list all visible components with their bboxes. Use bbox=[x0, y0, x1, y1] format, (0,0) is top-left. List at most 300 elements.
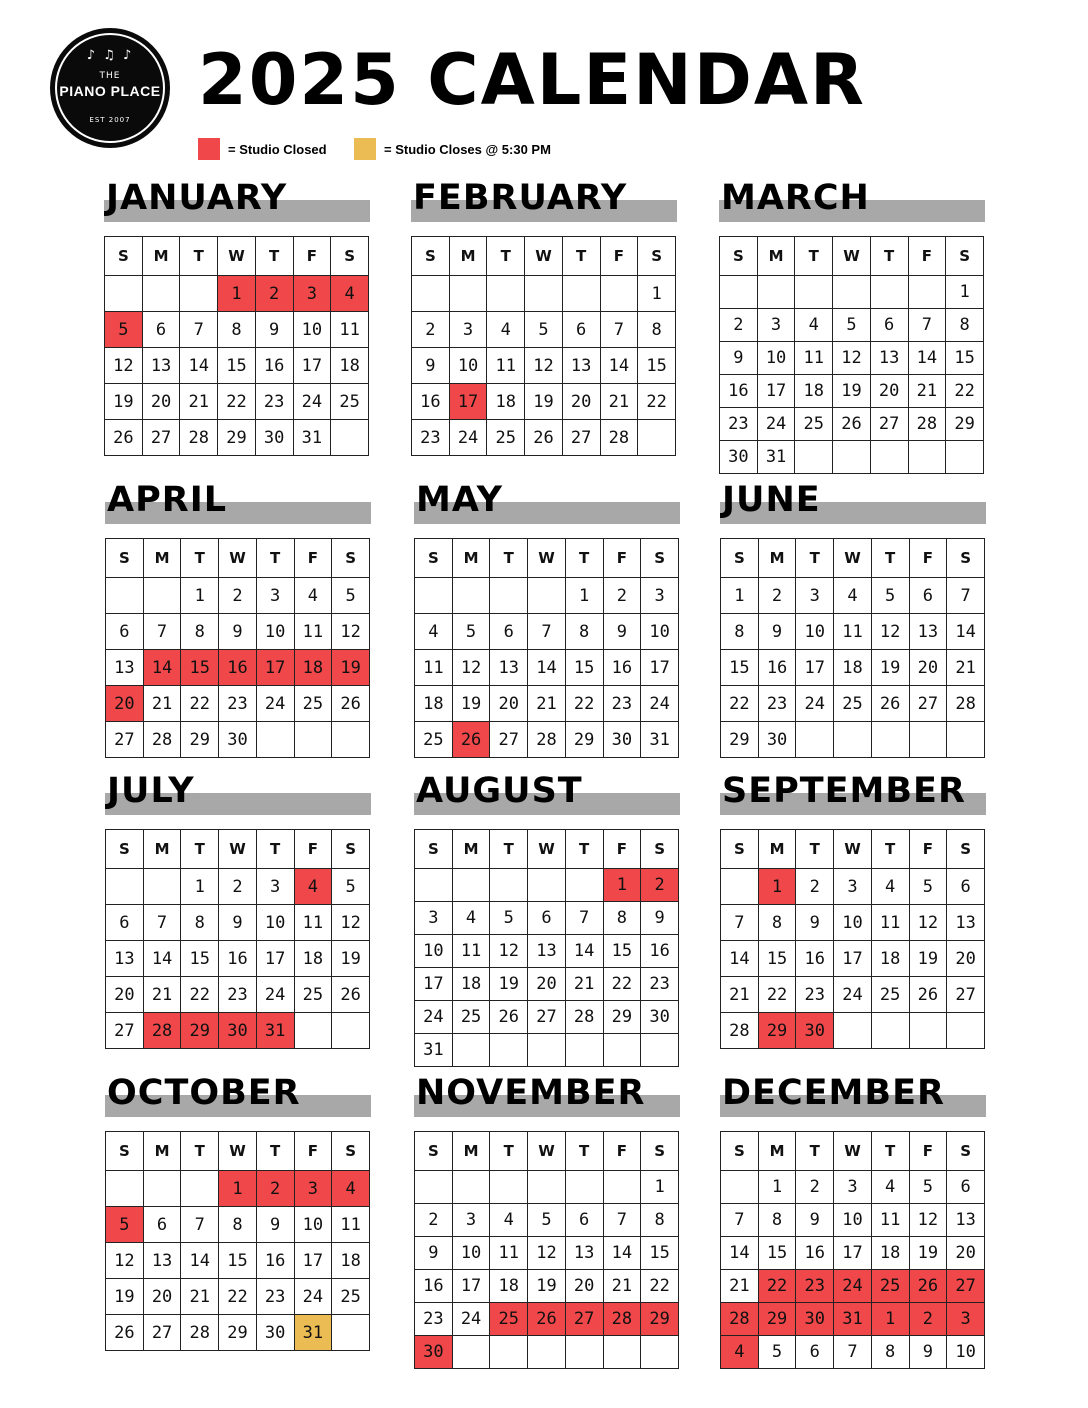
day-cell: 14 bbox=[180, 348, 218, 384]
weekday-header: S bbox=[332, 539, 370, 578]
day-cell: 12 bbox=[909, 905, 947, 941]
day-cell: 20 bbox=[947, 941, 985, 977]
legend-closed-swatch bbox=[198, 138, 220, 160]
day-cell bbox=[294, 722, 332, 758]
day-cell: 7 bbox=[143, 614, 181, 650]
weekday-header-row bbox=[415, 1132, 679, 1171]
month-april bbox=[105, 476, 371, 758]
weekday-header: F bbox=[294, 1132, 332, 1171]
weekday-header-row bbox=[106, 539, 370, 578]
logo-line-name: PIANO PLACE bbox=[59, 83, 161, 99]
day-cell: 28 bbox=[181, 1315, 219, 1351]
month-name: FEBRUARY bbox=[413, 178, 628, 218]
week-row bbox=[721, 977, 985, 1013]
day-cell: 14 bbox=[908, 342, 946, 375]
day-cell: 17 bbox=[293, 348, 331, 384]
week-row bbox=[721, 1013, 985, 1049]
day-cell: 2 bbox=[796, 1171, 834, 1204]
week-row bbox=[105, 276, 369, 312]
weekday-header: T bbox=[181, 1132, 219, 1171]
day-cell: 26 bbox=[871, 686, 909, 722]
weekday-header: S bbox=[415, 539, 453, 578]
day-cell bbox=[562, 276, 600, 312]
weekday-header: F bbox=[603, 830, 641, 869]
day-cell: 18 bbox=[332, 1243, 370, 1279]
week-row bbox=[106, 905, 370, 941]
weekday-header: T bbox=[871, 1132, 909, 1171]
day-cell: 14 bbox=[721, 941, 759, 977]
day-cell: 20 bbox=[143, 1279, 181, 1315]
day-cell: 22 bbox=[758, 1270, 796, 1303]
day-cell: 13 bbox=[947, 905, 985, 941]
day-cell: 23 bbox=[412, 420, 450, 456]
week-row bbox=[720, 309, 984, 342]
month-june bbox=[720, 476, 986, 758]
day-cell: 6 bbox=[528, 902, 566, 935]
weekday-header: M bbox=[758, 830, 796, 869]
day-cell bbox=[947, 722, 985, 758]
weekday-header: F bbox=[603, 539, 641, 578]
week-row bbox=[721, 686, 985, 722]
weekday-header: T bbox=[562, 237, 600, 276]
day-cell: 31 bbox=[294, 1315, 332, 1351]
weekday-header: T bbox=[490, 1132, 528, 1171]
day-cell: 9 bbox=[909, 1336, 947, 1369]
day-cell: 7 bbox=[181, 1207, 219, 1243]
day-cell: 22 bbox=[758, 977, 796, 1013]
weekday-header: W bbox=[528, 830, 566, 869]
day-cell: 25 bbox=[415, 722, 453, 758]
day-cell: 8 bbox=[758, 1204, 796, 1237]
week-row bbox=[415, 1171, 679, 1204]
day-cell: 28 bbox=[180, 420, 218, 456]
weekday-header: T bbox=[796, 539, 834, 578]
day-cell: 3 bbox=[415, 902, 453, 935]
day-cell: 12 bbox=[909, 1204, 947, 1237]
day-cell bbox=[490, 1336, 528, 1369]
day-cell bbox=[641, 1034, 679, 1067]
day-cell: 24 bbox=[834, 1270, 872, 1303]
day-cell bbox=[143, 1171, 181, 1207]
day-cell bbox=[603, 1171, 641, 1204]
day-cell: 15 bbox=[946, 342, 984, 375]
day-cell: 24 bbox=[834, 977, 872, 1013]
page-title: 2025 CALENDAR bbox=[198, 39, 866, 121]
day-cell: 2 bbox=[415, 1204, 453, 1237]
day-cell bbox=[641, 1336, 679, 1369]
day-cell: 12 bbox=[871, 614, 909, 650]
weekday-header: M bbox=[143, 1132, 181, 1171]
month-header bbox=[414, 476, 680, 528]
day-cell: 2 bbox=[219, 578, 257, 614]
day-cell: 11 bbox=[332, 1207, 370, 1243]
weekday-header: W bbox=[528, 1132, 566, 1171]
day-cell bbox=[871, 722, 909, 758]
day-cell: 7 bbox=[721, 1204, 759, 1237]
day-cell: 1 bbox=[219, 1171, 257, 1207]
day-cell bbox=[565, 1171, 603, 1204]
weekday-header: T bbox=[796, 1132, 834, 1171]
day-cell: 3 bbox=[256, 578, 294, 614]
day-cell: 12 bbox=[525, 348, 563, 384]
day-cell: 20 bbox=[528, 968, 566, 1001]
week-row bbox=[106, 1013, 370, 1049]
day-cell bbox=[332, 1315, 370, 1351]
day-cell: 22 bbox=[181, 977, 219, 1013]
day-cell: 17 bbox=[834, 941, 872, 977]
day-cell: 15 bbox=[603, 935, 641, 968]
weekday-header: W bbox=[833, 237, 871, 276]
day-cell: 28 bbox=[908, 408, 946, 441]
weekday-header: S bbox=[106, 539, 144, 578]
day-cell bbox=[757, 276, 795, 309]
day-cell: 30 bbox=[720, 441, 758, 474]
day-cell: 21 bbox=[600, 384, 638, 420]
legend-early bbox=[354, 138, 551, 160]
day-cell bbox=[908, 276, 946, 309]
day-cell: 11 bbox=[490, 1237, 528, 1270]
week-row bbox=[412, 420, 676, 456]
day-cell: 28 bbox=[721, 1303, 759, 1336]
week-row bbox=[105, 384, 369, 420]
day-cell: 23 bbox=[603, 686, 641, 722]
week-row bbox=[415, 1204, 679, 1237]
day-cell: 28 bbox=[565, 1001, 603, 1034]
day-cell: 7 bbox=[603, 1204, 641, 1237]
weekday-header: T bbox=[565, 1132, 603, 1171]
day-cell: 23 bbox=[256, 1279, 294, 1315]
day-cell: 7 bbox=[600, 312, 638, 348]
day-cell: 10 bbox=[796, 614, 834, 650]
week-row bbox=[105, 420, 369, 456]
month-name: MARCH bbox=[721, 178, 870, 218]
day-cell: 26 bbox=[833, 408, 871, 441]
day-cell: 9 bbox=[796, 1204, 834, 1237]
day-cell: 15 bbox=[181, 650, 219, 686]
day-cell: 6 bbox=[106, 905, 144, 941]
day-cell: 19 bbox=[332, 650, 370, 686]
weekday-header: T bbox=[256, 830, 294, 869]
weekday-header: S bbox=[721, 830, 759, 869]
weekday-header: F bbox=[908, 237, 946, 276]
day-cell: 18 bbox=[331, 348, 369, 384]
day-cell: 13 bbox=[106, 941, 144, 977]
day-cell: 26 bbox=[528, 1303, 566, 1336]
weekday-header-row bbox=[412, 237, 676, 276]
weekday-header: F bbox=[909, 1132, 947, 1171]
day-cell: 6 bbox=[909, 578, 947, 614]
day-cell bbox=[331, 420, 369, 456]
day-cell bbox=[565, 869, 603, 902]
day-cell: 12 bbox=[490, 935, 528, 968]
day-cell: 10 bbox=[641, 614, 679, 650]
month-header bbox=[414, 1069, 680, 1121]
day-cell bbox=[603, 1336, 641, 1369]
day-cell: 18 bbox=[871, 1237, 909, 1270]
day-cell: 15 bbox=[721, 650, 759, 686]
day-cell: 11 bbox=[452, 935, 490, 968]
day-cell: 17 bbox=[796, 650, 834, 686]
week-row bbox=[106, 686, 370, 722]
day-cell: 19 bbox=[871, 650, 909, 686]
day-cell: 25 bbox=[487, 420, 525, 456]
day-cell: 26 bbox=[525, 420, 563, 456]
day-cell: 6 bbox=[562, 312, 600, 348]
day-cell: 9 bbox=[256, 1207, 294, 1243]
day-cell: 10 bbox=[415, 935, 453, 968]
day-cell: 27 bbox=[909, 686, 947, 722]
day-cell: 21 bbox=[565, 968, 603, 1001]
day-cell bbox=[180, 276, 218, 312]
week-row bbox=[106, 650, 370, 686]
weekday-header: T bbox=[487, 237, 525, 276]
day-cell: 11 bbox=[487, 348, 525, 384]
day-cell: 2 bbox=[412, 312, 450, 348]
day-cell: 31 bbox=[757, 441, 795, 474]
day-cell: 4 bbox=[332, 1171, 370, 1207]
day-cell: 10 bbox=[834, 1204, 872, 1237]
day-cell: 6 bbox=[565, 1204, 603, 1237]
weekday-header: W bbox=[528, 539, 566, 578]
day-cell: 26 bbox=[452, 722, 490, 758]
day-cell: 6 bbox=[870, 309, 908, 342]
day-cell: 19 bbox=[105, 384, 143, 420]
day-cell: 8 bbox=[721, 614, 759, 650]
day-cell: 6 bbox=[947, 869, 985, 905]
week-row bbox=[415, 1303, 679, 1336]
day-cell: 12 bbox=[452, 650, 490, 686]
day-cell: 10 bbox=[294, 1207, 332, 1243]
weekday-header: T bbox=[490, 830, 528, 869]
day-cell: 8 bbox=[219, 1207, 257, 1243]
day-cell: 24 bbox=[452, 1303, 490, 1336]
day-cell: 3 bbox=[796, 578, 834, 614]
day-cell: 8 bbox=[181, 614, 219, 650]
week-row bbox=[412, 312, 676, 348]
day-cell: 12 bbox=[105, 348, 143, 384]
day-cell: 11 bbox=[331, 312, 369, 348]
weekday-header: T bbox=[255, 237, 293, 276]
day-cell bbox=[487, 276, 525, 312]
day-cell: 22 bbox=[219, 1279, 257, 1315]
day-cell bbox=[721, 869, 759, 905]
weekday-header: S bbox=[106, 1132, 144, 1171]
day-cell: 7 bbox=[180, 312, 218, 348]
day-cell: 13 bbox=[870, 342, 908, 375]
day-cell: 9 bbox=[796, 905, 834, 941]
day-cell: 9 bbox=[412, 348, 450, 384]
month-name: MAY bbox=[416, 480, 503, 520]
day-cell: 16 bbox=[796, 1237, 834, 1270]
day-cell: 3 bbox=[834, 869, 872, 905]
weekday-header: M bbox=[143, 539, 181, 578]
day-cell: 5 bbox=[871, 578, 909, 614]
day-cell: 13 bbox=[565, 1237, 603, 1270]
month-header bbox=[414, 767, 680, 819]
month-october bbox=[105, 1069, 371, 1351]
week-row bbox=[415, 1237, 679, 1270]
week-row bbox=[105, 348, 369, 384]
weekday-header-row bbox=[721, 1132, 985, 1171]
weekday-header: M bbox=[758, 1132, 796, 1171]
day-cell: 7 bbox=[721, 905, 759, 941]
week-row bbox=[721, 1171, 985, 1204]
weekday-header: S bbox=[415, 830, 453, 869]
day-cell: 13 bbox=[106, 650, 144, 686]
day-cell: 10 bbox=[256, 614, 294, 650]
weekday-header: W bbox=[219, 539, 257, 578]
day-cell: 29 bbox=[758, 1013, 796, 1049]
day-cell bbox=[452, 1034, 490, 1067]
day-cell: 21 bbox=[603, 1270, 641, 1303]
weekday-header: F bbox=[294, 539, 332, 578]
day-cell: 5 bbox=[833, 309, 871, 342]
day-cell: 25 bbox=[331, 384, 369, 420]
weekday-header: M bbox=[452, 539, 490, 578]
day-cell: 11 bbox=[871, 905, 909, 941]
day-cell: 25 bbox=[834, 686, 872, 722]
weekday-header: M bbox=[449, 237, 487, 276]
day-cell: 9 bbox=[255, 312, 293, 348]
week-row bbox=[720, 408, 984, 441]
month-name: APRIL bbox=[107, 480, 228, 520]
day-cell bbox=[452, 1171, 490, 1204]
day-cell: 5 bbox=[452, 614, 490, 650]
month-january bbox=[104, 174, 370, 456]
week-row bbox=[721, 650, 985, 686]
day-cell: 14 bbox=[947, 614, 985, 650]
week-row bbox=[106, 977, 370, 1013]
day-cell: 23 bbox=[219, 686, 257, 722]
month-grid bbox=[105, 829, 370, 1049]
day-cell: 28 bbox=[143, 1013, 181, 1049]
day-cell: 1 bbox=[721, 578, 759, 614]
weekday-header: T bbox=[565, 830, 603, 869]
week-row bbox=[721, 614, 985, 650]
day-cell: 11 bbox=[294, 905, 332, 941]
weekday-header: F bbox=[909, 830, 947, 869]
day-cell bbox=[106, 869, 144, 905]
weekday-header: F bbox=[293, 237, 331, 276]
day-cell: 25 bbox=[294, 686, 332, 722]
week-row bbox=[106, 578, 370, 614]
day-cell: 4 bbox=[294, 869, 332, 905]
day-cell: 10 bbox=[947, 1336, 985, 1369]
legend-early-swatch bbox=[354, 138, 376, 160]
week-row bbox=[106, 1207, 370, 1243]
day-cell: 3 bbox=[256, 869, 294, 905]
weekday-header: T bbox=[181, 830, 219, 869]
day-cell: 9 bbox=[720, 342, 758, 375]
day-cell: 27 bbox=[562, 420, 600, 456]
day-cell: 15 bbox=[219, 1243, 257, 1279]
day-cell: 20 bbox=[106, 977, 144, 1013]
day-cell: 8 bbox=[946, 309, 984, 342]
day-cell bbox=[525, 276, 563, 312]
day-cell bbox=[870, 276, 908, 309]
day-cell: 4 bbox=[490, 1204, 528, 1237]
day-cell: 4 bbox=[487, 312, 525, 348]
day-cell: 16 bbox=[412, 384, 450, 420]
month-header bbox=[720, 476, 986, 528]
day-cell: 13 bbox=[562, 348, 600, 384]
day-cell: 7 bbox=[947, 578, 985, 614]
day-cell bbox=[834, 1013, 872, 1049]
day-cell: 19 bbox=[332, 941, 370, 977]
weekday-header-row bbox=[720, 237, 984, 276]
weekday-header: W bbox=[525, 237, 563, 276]
month-grid bbox=[104, 236, 369, 456]
day-cell bbox=[452, 869, 490, 902]
day-cell: 29 bbox=[603, 1001, 641, 1034]
weekday-header: S bbox=[331, 237, 369, 276]
day-cell: 31 bbox=[256, 1013, 294, 1049]
month-header bbox=[104, 174, 370, 226]
day-cell bbox=[909, 1013, 947, 1049]
day-cell: 11 bbox=[834, 614, 872, 650]
day-cell bbox=[143, 869, 181, 905]
day-cell: 21 bbox=[528, 686, 566, 722]
day-cell bbox=[720, 276, 758, 309]
month-header bbox=[720, 767, 986, 819]
week-row bbox=[721, 722, 985, 758]
day-cell: 30 bbox=[796, 1013, 834, 1049]
logo-line-est: EST 2007 bbox=[89, 116, 131, 124]
day-cell: 23 bbox=[758, 686, 796, 722]
day-cell: 16 bbox=[255, 348, 293, 384]
day-cell: 6 bbox=[142, 312, 180, 348]
weekday-header: T bbox=[256, 539, 294, 578]
day-cell: 2 bbox=[255, 276, 293, 312]
week-row bbox=[412, 384, 676, 420]
day-cell: 4 bbox=[795, 309, 833, 342]
day-cell: 26 bbox=[105, 420, 143, 456]
day-cell: 2 bbox=[720, 309, 758, 342]
day-cell: 22 bbox=[641, 1270, 679, 1303]
weekday-header: F bbox=[909, 539, 947, 578]
day-cell: 15 bbox=[641, 1237, 679, 1270]
weekday-header: T bbox=[870, 237, 908, 276]
day-cell: 22 bbox=[946, 375, 984, 408]
month-grid bbox=[105, 538, 370, 758]
day-cell bbox=[528, 578, 566, 614]
day-cell: 27 bbox=[490, 722, 528, 758]
week-row bbox=[412, 348, 676, 384]
day-cell: 30 bbox=[219, 722, 257, 758]
day-cell bbox=[871, 1013, 909, 1049]
weekday-header-row bbox=[415, 539, 679, 578]
day-cell: 24 bbox=[293, 384, 331, 420]
week-row bbox=[721, 941, 985, 977]
week-row bbox=[415, 578, 679, 614]
weekday-header: W bbox=[219, 830, 257, 869]
day-cell: 29 bbox=[218, 420, 256, 456]
weekday-header: F bbox=[600, 237, 638, 276]
day-cell: 26 bbox=[106, 1315, 144, 1351]
day-cell: 2 bbox=[219, 869, 257, 905]
day-cell: 16 bbox=[796, 941, 834, 977]
piano-guitar-icon: ♪ ♫ ♪ bbox=[86, 48, 134, 63]
week-row bbox=[720, 441, 984, 474]
day-cell: 1 bbox=[181, 869, 219, 905]
day-cell bbox=[412, 276, 450, 312]
day-cell: 10 bbox=[757, 342, 795, 375]
month-name: DECEMBER bbox=[722, 1073, 945, 1113]
day-cell bbox=[449, 276, 487, 312]
day-cell bbox=[105, 276, 143, 312]
weekday-header: S bbox=[105, 237, 143, 276]
day-cell: 5 bbox=[490, 902, 528, 935]
